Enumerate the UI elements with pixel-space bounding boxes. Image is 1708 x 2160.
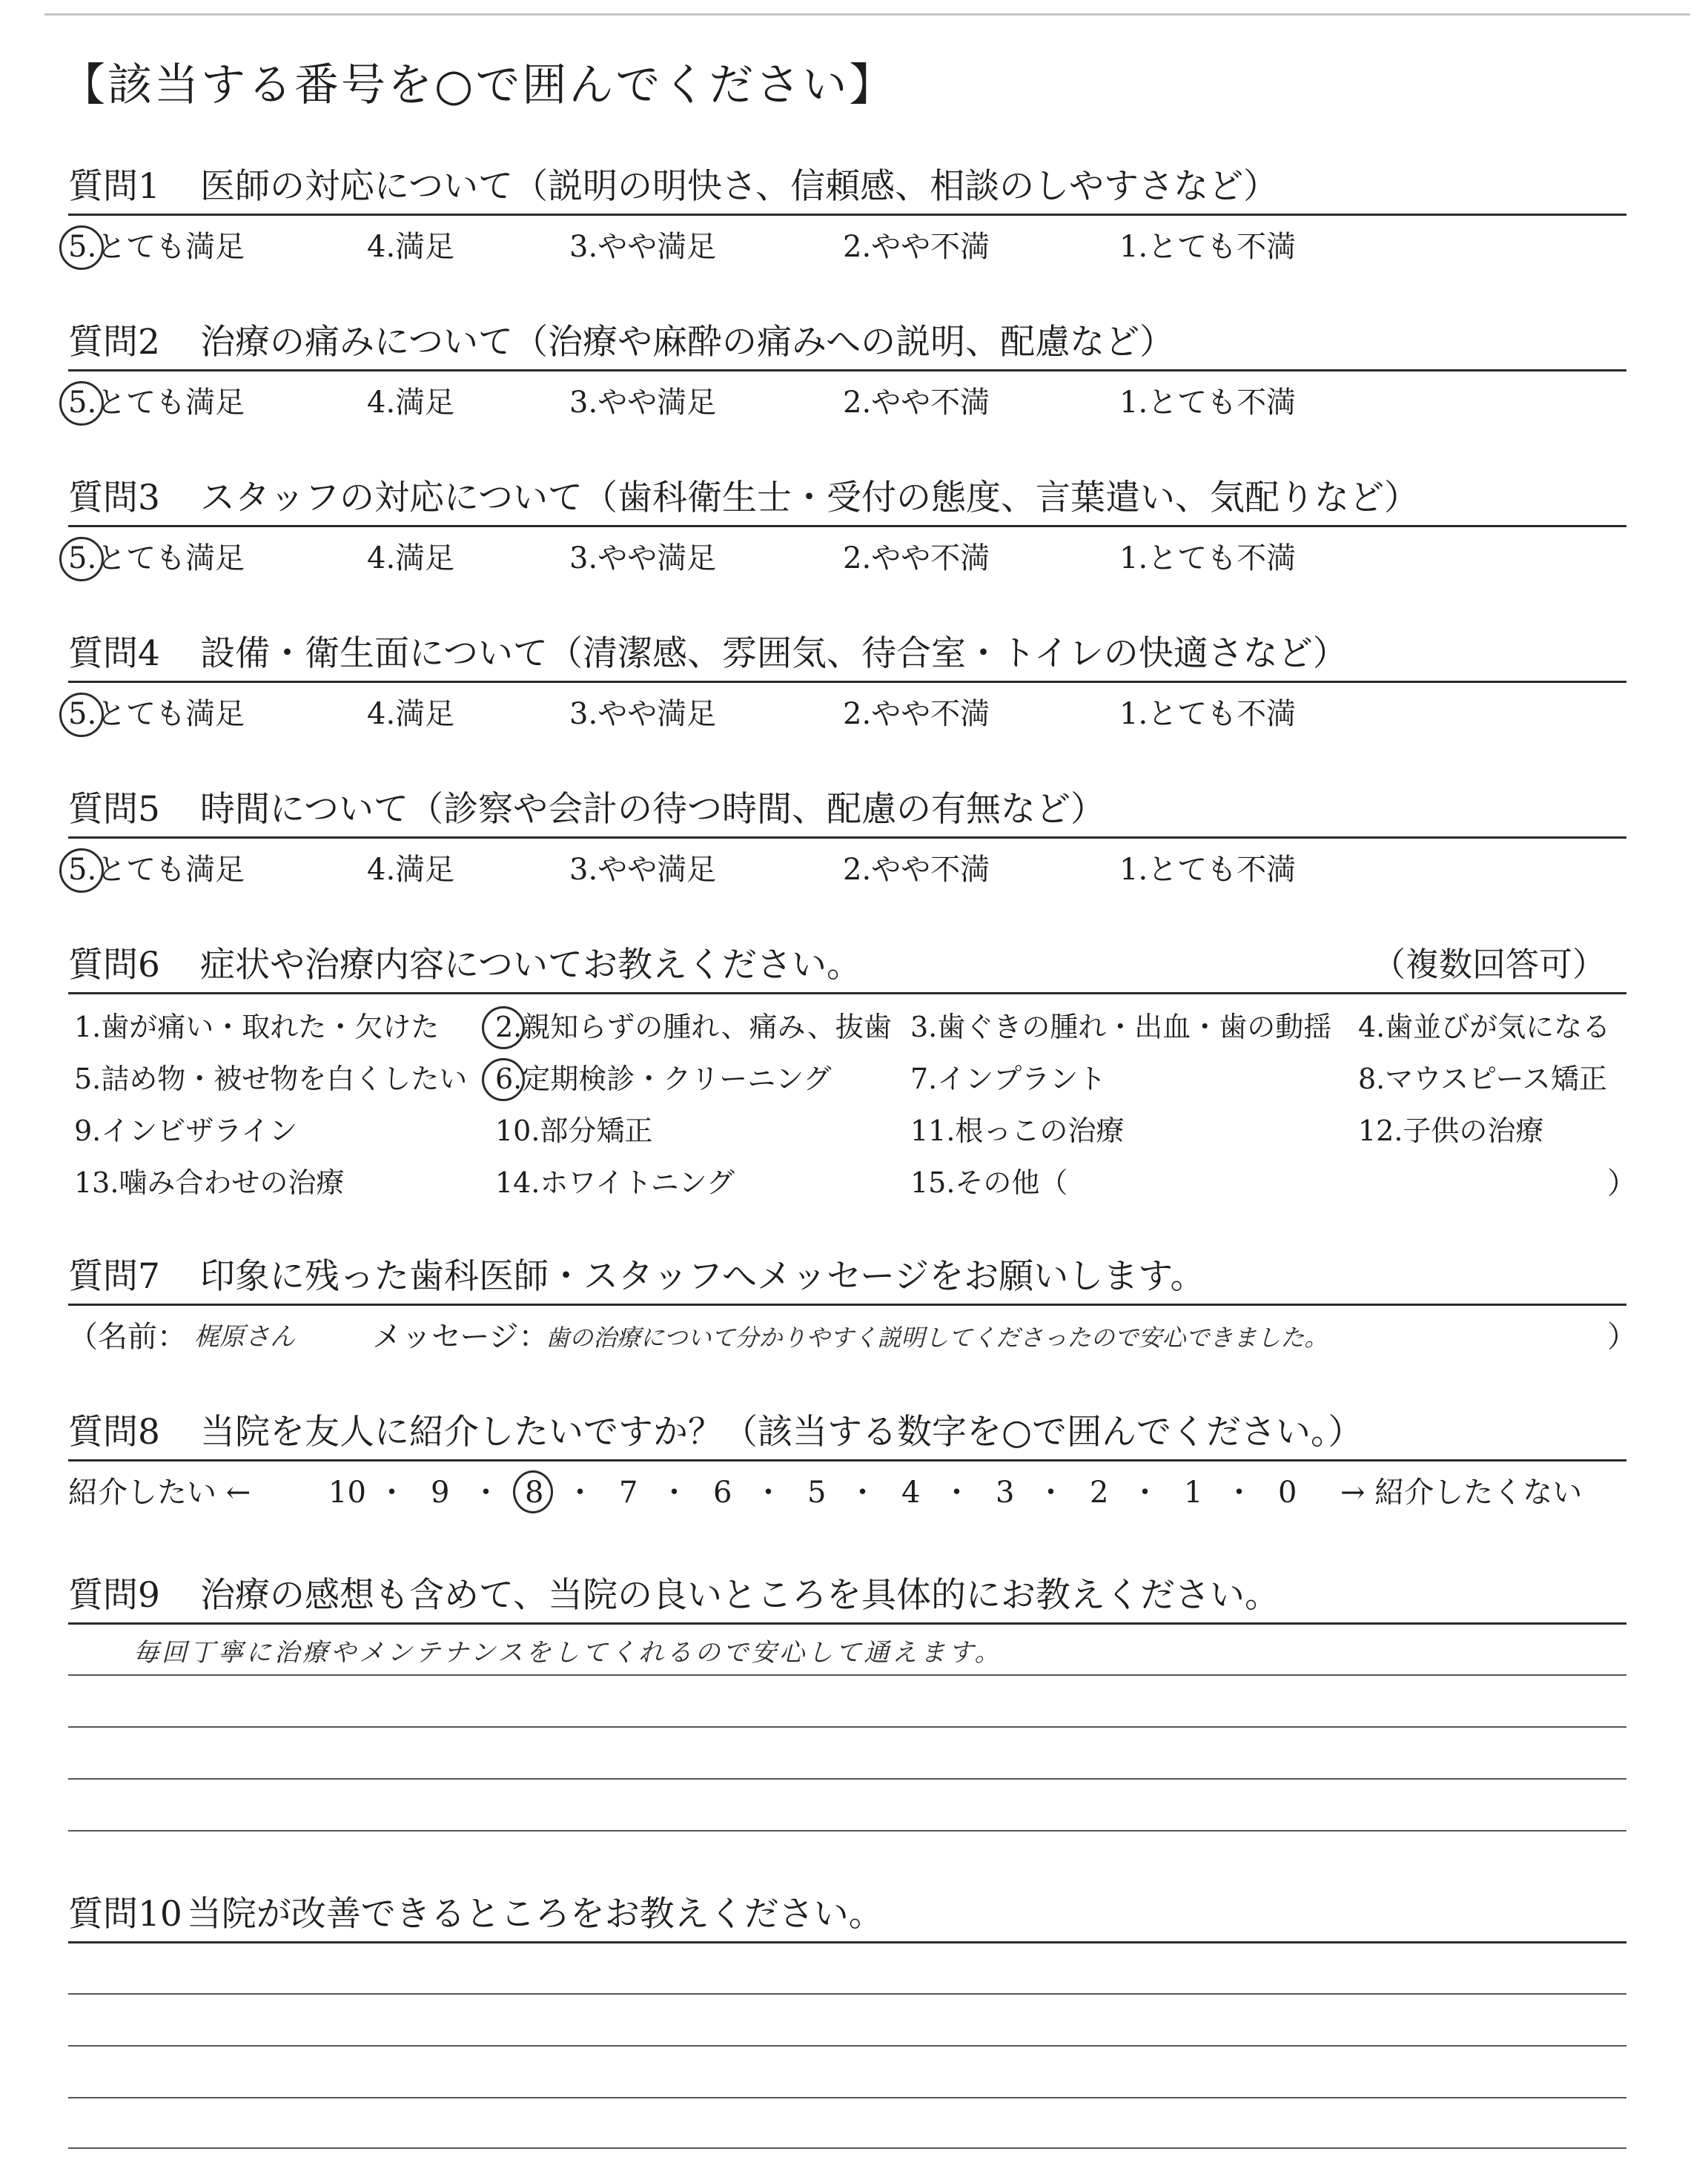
treatment-option[interactable]: 2.親知らずの腫れ、痛み、抜歯	[495, 1011, 892, 1043]
selected-circle	[513, 1470, 553, 1513]
treatment-option[interactable]: 11.根っこの治療	[910, 1114, 1125, 1147]
rating-option-3[interactable]: 3.やや満足	[569, 386, 717, 420]
answer-line	[68, 1778, 1626, 1780]
scale-number-3[interactable]: 3	[996, 1476, 1015, 1510]
rating-option-4[interactable]: 4.満足	[367, 230, 455, 264]
question-2	[68, 322, 1175, 363]
scale-separator: ・	[941, 1476, 972, 1510]
selected-circle	[59, 225, 104, 270]
rating-option-3[interactable]: 3.やや満足	[569, 697, 717, 731]
treatment-option[interactable]: 5.詰め物・被せ物を白くしたい	[74, 1063, 468, 1095]
rating-option-4[interactable]: 4.満足	[367, 541, 455, 575]
message-close-paren: ）	[1607, 1320, 1637, 1354]
question-6	[68, 945, 862, 985]
rating-option-4[interactable]: 4.満足	[367, 386, 455, 420]
scale-number-7[interactable]: 7	[619, 1476, 638, 1510]
question-rule	[68, 681, 1626, 683]
rating-option-1[interactable]: 1.とても不満	[1119, 697, 1297, 731]
rating-option-5[interactable]: 5.とても満足	[68, 386, 245, 420]
treatment-option[interactable]: 14.ホワイトニング	[495, 1166, 735, 1199]
scale-separator: ・	[377, 1476, 407, 1510]
question-rule	[68, 369, 1626, 371]
question-8	[68, 1412, 1363, 1453]
selected-circle	[482, 1058, 525, 1101]
question-number: 質問9	[68, 1575, 160, 1616]
scale-separator: ・	[565, 1476, 595, 1510]
question-9	[68, 1575, 1280, 1616]
question-rule	[68, 525, 1626, 527]
question-text: 設備・衛生面について（清潔感、雰囲気、待合室・トイレの快適さなど）	[200, 633, 1348, 674]
selected-circle	[59, 848, 104, 893]
recommend-right-label: → 紹介したくない	[1340, 1476, 1583, 1510]
answer-line	[68, 2097, 1626, 2098]
rating-option-3[interactable]: 3.やや満足	[569, 853, 717, 887]
answer-line	[68, 1993, 1626, 1995]
scale-number-9[interactable]: 9	[431, 1476, 450, 1510]
question-rule	[68, 992, 1626, 994]
rating-option-4[interactable]: 4.満足	[367, 853, 455, 887]
question-number: 質問1	[68, 166, 160, 207]
question-rule	[68, 836, 1626, 839]
other-close-paren: ）	[1607, 1166, 1637, 1200]
question-text: 治療の感想も含めて、当院の良いところを具体的にお教えください。	[200, 1575, 1280, 1616]
scale-number-1[interactable]: 1	[1184, 1476, 1203, 1510]
treatment-option[interactable]: 7.インプラント	[910, 1063, 1107, 1095]
scale-separator: ・	[753, 1476, 784, 1510]
question-text: 当院を友人に紹介したいですか？（該当する数字を○で囲んでください。）	[200, 1412, 1363, 1453]
rating-option-2[interactable]: 2.やや不満	[843, 853, 990, 887]
treatment-option[interactable]: 9.インビザライン	[74, 1114, 298, 1147]
treatment-option[interactable]: 3.歯ぐきの腫れ・出血・歯の動揺	[910, 1011, 1332, 1043]
scale-number-6[interactable]: 6	[713, 1476, 732, 1510]
good-points-handwritten: 毎回丁寧に治療やメンテナンスをしてくれるので安心して通えます。	[133, 1638, 1003, 1668]
selected-circle	[59, 693, 104, 737]
rating-option-1[interactable]: 1.とても不満	[1119, 230, 1297, 264]
question-text: 時間について（診察や会計の待つ時間、配慮の有無など）	[200, 789, 1106, 830]
rating-option-3[interactable]: 3.やや満足	[569, 541, 717, 575]
question-5	[68, 789, 1106, 830]
scale-separator: ・	[1036, 1476, 1066, 1510]
rating-option-5[interactable]: 5.とても満足	[68, 541, 245, 575]
scale-separator: ・	[847, 1476, 878, 1510]
question-text: 症状や治療内容についてお教えください。	[200, 945, 862, 985]
selected-circle	[59, 381, 104, 426]
scale-number-10[interactable]: 10	[328, 1476, 366, 1510]
question-number: 質問5	[68, 789, 160, 830]
treatment-option[interactable]: 6.定期検診・クリーニング	[495, 1063, 832, 1095]
treatment-option[interactable]: 4.歯並びが気になる	[1358, 1011, 1611, 1043]
question-rule	[68, 214, 1626, 216]
rating-option-1[interactable]: 1.とても不満	[1119, 853, 1297, 887]
treatment-option-other[interactable]: 15.その他（	[910, 1166, 1068, 1199]
rating-option-3[interactable]: 3.やや満足	[569, 230, 717, 264]
treatment-option[interactable]: 12.子供の治療	[1358, 1114, 1544, 1147]
multiple-answers-note: （複数回答可）	[1371, 945, 1606, 984]
message-label: メッセージ：	[372, 1320, 549, 1354]
answer-line	[68, 1726, 1626, 1728]
rating-option-2[interactable]: 2.やや不満	[843, 697, 990, 731]
message-handwritten: 歯の治療について分かりやすく説明してくださったので安心できました。	[546, 1324, 1328, 1352]
selected-circle	[59, 537, 104, 581]
recommend-left-label: 紹介したい ←	[68, 1476, 251, 1510]
selected-circle	[482, 1006, 525, 1049]
question-number: 質問3	[68, 478, 160, 518]
scan-edge-line	[44, 13, 1690, 16]
scale-number-8[interactable]: 8	[525, 1476, 544, 1510]
question-rule	[68, 1304, 1626, 1306]
scale-separator: ・	[1130, 1476, 1160, 1510]
answer-line	[68, 2147, 1626, 2149]
rating-option-4[interactable]: 4.満足	[367, 697, 455, 731]
rating-option-1[interactable]: 1.とても不満	[1119, 386, 1297, 420]
answer-line	[68, 1674, 1626, 1676]
scale-number-4[interactable]: 4	[901, 1476, 921, 1510]
question-3	[68, 478, 1420, 518]
treatment-option[interactable]: 8.マウスピース矯正	[1358, 1063, 1607, 1095]
rating-option-5[interactable]: 5.とても満足	[68, 230, 245, 264]
question-number: 質問10	[68, 1894, 182, 1935]
question-text: 印象に残った歯科医師・スタッフへメッセージをお願いします。	[200, 1256, 1205, 1297]
question-number: 質問2	[68, 322, 160, 363]
question-number: 質問4	[68, 633, 160, 674]
name-handwritten: 梶原さん	[194, 1322, 295, 1352]
answer-line	[68, 1830, 1626, 1832]
question-text: 治療の痛みについて（治療や麻酔の痛みへの説明、配慮など）	[200, 322, 1175, 363]
scale-number-0[interactable]: 0	[1278, 1476, 1297, 1510]
treatment-option[interactable]: 10.部分矯正	[495, 1114, 653, 1147]
question-number: 質問8	[68, 1412, 160, 1453]
scale-separator: ・	[1224, 1476, 1254, 1510]
question-rule	[68, 1941, 1626, 1943]
rating-option-5[interactable]: 5.とても満足	[68, 853, 245, 887]
rating-option-2[interactable]: 2.やや不満	[843, 541, 990, 575]
answer-line	[68, 2045, 1626, 2047]
question-text: スタッフの対応について（歯科衛生士・受付の態度、言葉遣い、気配りなど）	[200, 478, 1420, 518]
question-number: 質問7	[68, 1256, 160, 1297]
rating-option-2[interactable]: 2.やや不満	[843, 230, 990, 264]
rating-option-5[interactable]: 5.とても満足	[68, 697, 245, 731]
scale-separator: ・	[471, 1476, 501, 1510]
scale-separator: ・	[659, 1476, 689, 1510]
question-4	[68, 633, 1348, 674]
question-number: 質問6	[68, 945, 160, 985]
rating-option-1[interactable]: 1.とても不満	[1119, 541, 1297, 575]
question-7	[68, 1256, 1205, 1297]
page-heading: 【該当する番号を○で囲んでください】	[61, 59, 896, 111]
question-10	[68, 1894, 884, 1935]
treatment-option[interactable]: 13.噛み合わせの治療	[74, 1166, 345, 1199]
scale-number-5[interactable]: 5	[807, 1476, 827, 1510]
rating-option-2[interactable]: 2.やや不満	[843, 386, 990, 420]
question-text: 当院が改善できるところをお教えください。	[186, 1894, 884, 1935]
question-rule	[68, 1459, 1626, 1462]
question-text: 医師の対応について（説明の明快さ、信頼感、相談のしやすさなど）	[200, 166, 1279, 207]
question-rule	[68, 1622, 1626, 1625]
name-label: （名前：	[68, 1320, 187, 1354]
scale-number-2[interactable]: 2	[1090, 1476, 1109, 1510]
question-1	[68, 166, 1279, 207]
treatment-option[interactable]: 1.歯が痛い・取れた・欠けた	[74, 1011, 440, 1043]
